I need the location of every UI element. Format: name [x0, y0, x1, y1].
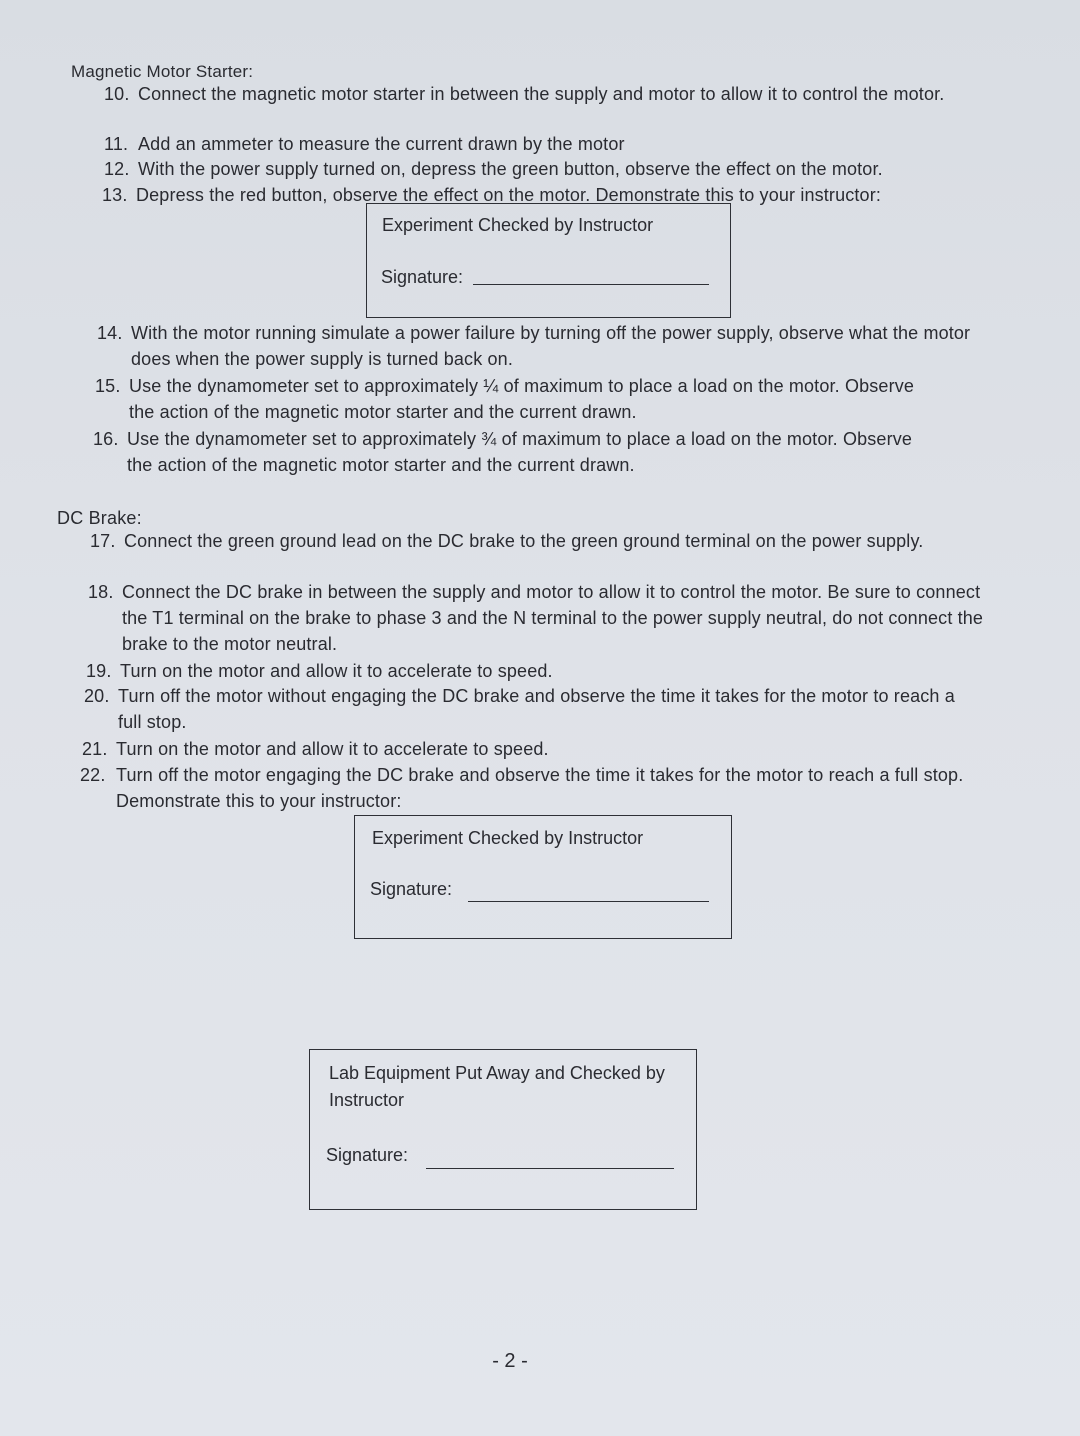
equipment-box-title: Lab Equipment Put Away and Checked by Instructor [329, 1063, 665, 1110]
signature-line[interactable] [426, 1168, 674, 1169]
item-number: 13. [102, 185, 128, 205]
item-text: Turn off the motor without engaging the DC brake and observe the time it takes for the motor to reach a full stop. [118, 686, 955, 732]
list-item-15 [95, 373, 915, 425]
item-text: Turn on the motor and allow it to accelerate to speed. [120, 661, 553, 681]
item-number: 20. [84, 686, 110, 706]
check-box-title: Experiment Checked by Instructor [382, 215, 654, 235]
instructor-check-box-1 [366, 203, 731, 318]
page-number: - 2 - [492, 1350, 528, 1372]
item-text: Depress the red button, observe the effect on the motor. Demonstrate this to your instructor: [136, 185, 881, 205]
list-item-17 [90, 528, 940, 554]
list-item-14 [97, 320, 977, 372]
signature-label: Signature: [370, 879, 453, 899]
item-text: Turn off the motor engaging the DC brake and observe the time it takes for the motor to reach a full stop. Demonstrate this to your instructor: [116, 765, 964, 811]
item-text: With the motor running simulate a power failure by turning off the power supply, observe what the motor does when the power supply is turned back on. [131, 323, 971, 369]
signature-label: Signature: [326, 1145, 409, 1165]
item-text: Use the dynamometer set to approximately ¼ of maximum to place a load on the motor. Observe the action of the magnetic motor starter and the current drawn. [129, 376, 915, 422]
item-number: 16. [93, 429, 119, 449]
signature-label: Signature: [381, 267, 464, 287]
list-item-11 [104, 131, 964, 157]
item-number: 10. [104, 84, 130, 104]
signature-line[interactable] [473, 284, 709, 285]
item-number: 18. [88, 582, 114, 602]
list-item-19 [86, 658, 946, 684]
item-text: Turn on the motor and allow it to accelerate to speed. [116, 739, 549, 759]
list-item-22 [80, 762, 988, 814]
item-text: With the power supply turned on, depress the green button, observe the effect on the motor. [138, 159, 883, 179]
item-number: 19. [86, 661, 112, 681]
item-text: Connect the green ground lead on the DC brake to the green ground terminal on the power supply. [124, 531, 924, 551]
list-item-18 [88, 579, 986, 657]
item-number: 12. [104, 159, 130, 179]
item-text: Connect the DC brake in between the supply and motor to allow it to control the motor. Be sure to connect the T1 terminal on the brake to phase 3 and the N terminal to the power supply neutral, do not connect the brake to the motor neutral. [122, 582, 984, 654]
item-number: 11. [104, 134, 129, 154]
instructor-check-box-2 [354, 815, 732, 939]
signature-line[interactable] [468, 901, 709, 902]
item-number: 21. [82, 739, 108, 759]
section-heading-dc-brake: DC Brake: [57, 508, 142, 528]
section-heading-motor-starter: Magnetic Motor Starter: [71, 62, 254, 81]
item-number: 17. [90, 531, 116, 551]
list-item-12 [104, 156, 964, 182]
item-number: 15. [95, 376, 121, 396]
list-item-10 [104, 81, 964, 107]
list-item-20 [84, 683, 964, 735]
item-number: 14. [97, 323, 123, 343]
list-item-21 [82, 736, 942, 762]
item-text: Use the dynamometer set to approximately ¾ of maximum to place a load on the motor. Observe the action of the magnetic motor starter and the current drawn. [127, 429, 913, 475]
item-text: Add an ammeter to measure the current drawn by the motor [138, 134, 625, 154]
check-box-title: Experiment Checked by Instructor [372, 828, 644, 848]
item-number: 22. [80, 765, 106, 785]
equipment-check-box [309, 1049, 697, 1210]
item-text: Connect the magnetic motor starter in between the supply and motor to allow it to control the motor. [138, 84, 945, 104]
list-item-16 [93, 426, 913, 478]
